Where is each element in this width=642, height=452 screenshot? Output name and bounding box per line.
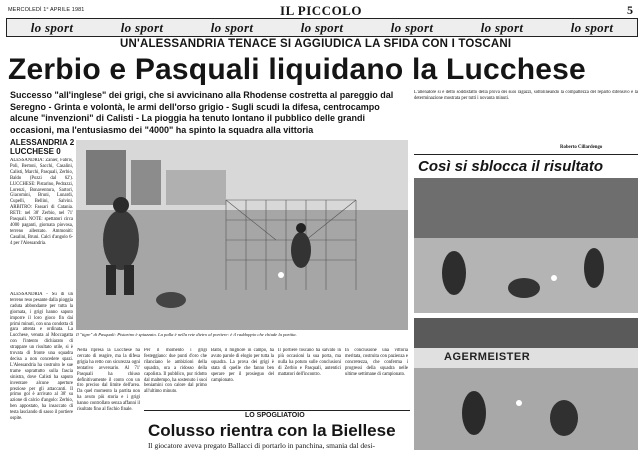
section-label: lo sport [300, 19, 344, 35]
section-label: lo sport [120, 19, 164, 35]
stadium-advert: AGERMEISTER [444, 351, 531, 363]
photo-caption: Il "tigre" di Pasquali: Pistarino è spiazzato. La palla è nella rete dietro al portiere: è il raddoppio che chiude la partita. [76, 332, 297, 337]
newspaper-title: IL PICCOLO [280, 3, 362, 18]
match-photo [76, 140, 408, 330]
divider [144, 410, 410, 411]
bottom-headline: Colusso rientra con la Biellese [148, 421, 396, 440]
masthead-date: MERCOLEDÌ 1° APRILE 1981 [8, 7, 85, 13]
article-subhead: Successo "all'inglese" dei grigi, che si avvicinano alla Rhodense costretta al pareggio dal Seregno - Grinta e volontà, le armi dell'orso grigio - Sugli scudi la difesa, centrocampo alcune "invenzioni" di Calisti - La pioggia ha tenuto lontano il pubblico delle grandi occasioni, ma l'entusiasmo dei "4000" ha spinto la squadra alla vittoria [10, 90, 394, 135]
sidebar-photo-2-svg [414, 318, 638, 450]
sidebar-photo-1-svg [414, 178, 638, 313]
divider [414, 154, 638, 155]
article-column-2: Nella ripresa la Lucchese ha cercato di reagire, ma la difesa grigia ha retto con sicurezza ogni tentativo avversario. Al 71' Pasquali ha chiuso definitivamente il conto con un tiro preciso dal limite dell'area. Da quel momento la partita non ha avuto più storia e i grigi hanno controllato senza affanni il risultato fino al fischio finale. [77, 348, 140, 413]
article-column-1: ALESSANDRIA - Su di un terreno reso pesante dalla pioggia caduta abbondante per tutta la giornata, i grigi hanno saputo imporre il loro gioco fin dai primi minuti, con una condotta di gara attenta e ordinata. La Lucchese, venuta al Moccagatta con l'intento dichiarato di strappare un risultato utile, si è trovata di fronte una squadra decisa a non concedere spazi. L'Alessandria ha costruito le sue trame soprattutto sulla fascia sinistra, dove Calisti ha saputo inventare alcune aperture preziose per gli attaccanti. Il primo gol è arrivato al 38' su azione di calcio d'angolo: Zerbio, ben appostato, ha insaccato di testa lasciando di sasso il portiere ospite. [10, 292, 73, 422]
article-column-4: Balbi, il migliore in campo, ha avuto parole di elogio per tutta la squadra. La prova dei grigi è stata di quelle che fanno ben sperare per il prosieguo del campionato. [211, 348, 274, 383]
article-kicker: UN'ALESSANDRIA TENACE SI AGGIUDICA LA SFIDA CON I TOSCANI [120, 38, 512, 50]
away-team: LUCCHESE [10, 147, 55, 156]
section-label: lo sport [30, 19, 74, 35]
sidebar-headline: Così si sblocca il risultato [418, 158, 604, 175]
match-photo-svg [76, 140, 408, 330]
section-label: lo sport [570, 19, 614, 35]
sidebar-photo-1 [414, 178, 638, 313]
section-label: lo sport [480, 19, 524, 35]
section-label: lo sport [210, 19, 254, 35]
byline: Roberto Cillardengo [560, 145, 603, 150]
article-column-3: Per il momento i grigi festeggiano: due punti d'oro che rilanciano le ambizioni della squadra, ora a ridosso della capolista. Il pubblico, pur ridotto dal maltempo, ha sostenuto i suoi beniamini con calore dal primo all'ultimo minuto. [144, 348, 207, 395]
right-column-text: L'allenatore si è detto soddisfatto della prova dei suoi ragazzi, sottolineando la compattezza del reparto difensivo e la determinazione mostrata per tutti i novanta minuti. [414, 90, 638, 101]
article-headline: Zerbio e Pasquali liquidano la Lucchese [8, 53, 586, 86]
article-column-6: In conclusione una vittoria meritata, costruita con pazienza e concretezza, che conferma i progressi della squadra nelle ultime settimane di campionato. [345, 348, 408, 377]
away-score: 0 [56, 147, 61, 156]
bottom-lead: Il giocatore aveva pregato Ballacci di portarlo in panchina, smania dal desi- [148, 441, 375, 450]
article-column-5: Il portiere toscano ha salvato in più occasioni la sua porta, ma nulla ha potuto sulle conclusioni di Zerbio e Pasquali, autentici mattatori dell'incontro. [278, 348, 341, 377]
section-banner [6, 18, 638, 37]
page-number: 5 [627, 3, 633, 17]
bottom-kicker: LO SPOGLIATOIO [245, 412, 305, 419]
match-score [10, 138, 74, 156]
section-label: lo sport [390, 19, 434, 35]
sidebar-photo-2 [414, 318, 638, 450]
home-score: 2 [69, 138, 75, 147]
lineups-text: ALESSANDRIA: Zanier, Fabris, Poli, Bertoni, Sacchi, Casalini, Calisti, Marchi, Pasquali, Zerbio, Baldo (Pozzi dal 62'). LUCCHESE: Pistarino, Pedrazzi, Lorenzi, Bonaventura, Sartori, Giacomini, Bruni, Lunardi, Cupelli, Bellini, Salvini. ARBITRO: Fassari di Catania. RETI: nel 38' Zerbio, nel 71' Pasquali. NOTE: spettatori circa 4000 paganti, giornata piovosa, terreno allentato. Ammoniti: Casalini, Bruni. Calci d'angolo 6-4 per l'Alessandria. [10, 158, 73, 246]
home-team: ALESSANDRIA [10, 138, 68, 147]
